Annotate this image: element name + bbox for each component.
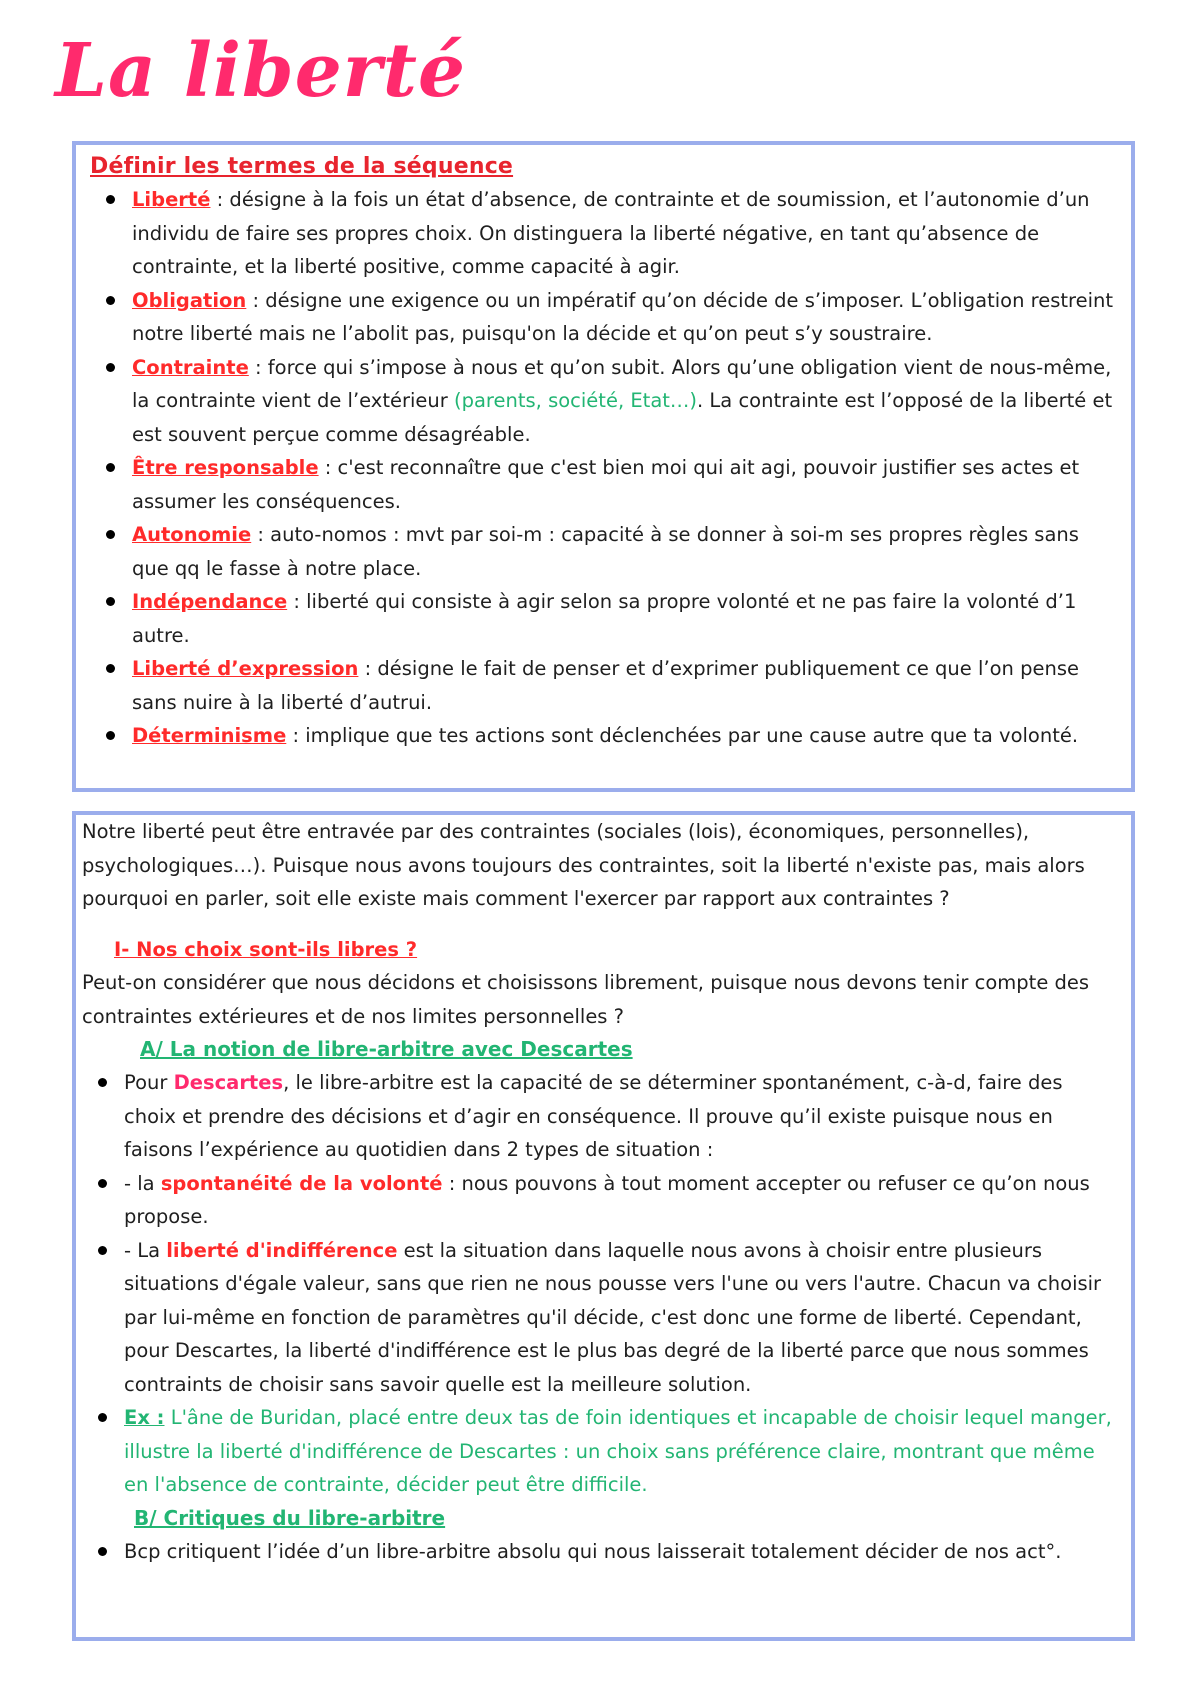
definition-item [90,284,1117,351]
part1-question: Peut-on considérer que nous décidons et choisissons librement, puisque nous devons tenir compte des contraintes extérieures et de nos limites personnelles ? [82,971,1090,1028]
item-text-continued: , le libre-arbitre est la capacité de se déterminer spontanément, c-à-d, faire des choix et prendre des décisions et d’agir en conséquence. Il prouve qu’il existe puisque nous en faisons l’expérience au quotidien dans 2 types de situation : [124,1071,1063,1161]
definition-term: Déterminisme [132,724,287,747]
section-b-list [82,1535,1117,1569]
section-a-heading: A/ La notion de libre-arbitre avec Descartes [140,1037,633,1061]
definition-term: Autonomie [132,523,252,546]
item-text-continued: est la situation dans laquelle nous avons à choisir entre plusieurs situations d'égale valeur, sans que rien ne nous pousse vers l'une ou vers l'autre. Chacun va choisir par lui-même en fonction de paramètres qu'il décide, c'est donc une forme de liberté. Cependant, pour Descartes, la liberté d'indifférence est le plus bas degré de la liberté parce que nous sommes contraints de choisir sans savoir quelle est la meilleure solution. [124,1238,1102,1396]
definition-text: : liberté qui consiste à agir selon sa propre volonté et ne pas faire la volonté d’1 autre. [132,590,1077,647]
definitions-list [90,183,1117,753]
list-item [82,1066,1117,1167]
definition-text: : désigne à la fois un état d’absence, de contrainte et de soumission, et l’autonomie d’un individu de faire ses propres choix. On distinguera la liberté négative, en tant qu’absence de contrainte, et la liberté positive, comme capacité à agir. [132,188,1090,278]
definitions-heading: Définir les termes de la séquence [90,154,514,179]
item-text: Pour [124,1071,174,1094]
definition-item [90,183,1117,284]
part1-heading: I- Nos choix sont-ils libres ? [114,937,418,961]
example-item [82,1401,1117,1502]
item-text: - La [124,1238,167,1262]
list-item [82,1234,1117,1402]
key-term: spontanéité de la volonté [160,1171,443,1195]
section-b-heading: B/ Critiques du libre-arbitre [134,1505,446,1530]
definition-term: Indépendance [132,590,288,613]
definition-text: : force qui s’impose à nous et qu’on subit. Alors qu’une obligation vient de nous-même, la contrainte vient de l’extérieur [132,355,1112,412]
definition-term: Obligation [132,288,247,312]
definition-item [90,351,1117,452]
definition-term: Liberté d’expression [132,657,359,680]
example-text: L'âne de Buridan, placé entre deux tas de foin identiques et incapable de choisir lequel manger, illustre la liberté d'indifférence de Descartes : un choix sans préférence claire, montrant que même en l'absence de contrainte, décider peut être difficile. [124,1406,1112,1496]
item-text: - la [124,1171,161,1195]
definition-term: Contrainte [132,355,249,379]
example-label: Ex : [124,1406,165,1429]
definition-text: : auto-nomos : mvt par soi-m : capacité à se donner à soi-m ses propres règles sans que qq le fasse à notre place. [132,523,1079,580]
definition-item [90,585,1117,652]
key-term: liberté d'indifférence [166,1238,398,1262]
definition-item [90,451,1117,518]
definition-item [90,719,1117,753]
definition-term: Être responsable [132,456,319,479]
intro-paragraph: Notre liberté peut être entravée par des contraintes (sociales (lois), économiques, personnelles), psychologiques…). Puisque nous avons toujours des contraintes, soit la liberté n'existe pas, mais alors pourquoi en parler, soit elle existe mais comment l'exercer par rapport aux contraintes ? [82,820,1085,910]
definition-examples: (parents, société, Etat…) [454,389,698,412]
item-text-continued: : nous pouvons à tout moment accepter ou refuser ce qu’on nous propose. [124,1171,1090,1228]
definition-text-continued: . La contrainte est l’opposé de la liberté et est souvent perçue comme désagréable. [132,389,1113,446]
definition-text: : c'est reconnaître que c'est bien moi qui ait agi, pouvoir justifier ses actes et assumer les conséquences. [132,456,1080,513]
definition-term: Liberté [132,188,211,211]
definition-text: : désigne une exigence ou un impératif qu’on décide de s’imposer. L’obligation restreint notre liberté mais ne l’abolit pas, puisqu'on la décide et qu’on peut s’y soustraire. [132,288,1114,345]
list-item: Bcp critiquent l’idée d’un libre-arbitre absolu qui nous laisserait totalement décider de nos act°. [82,1535,1117,1569]
definition-item [90,518,1117,585]
section-a-list [82,1066,1117,1502]
definition-text: : désigne le fait de penser et d’exprimer publiquement ce que l’on pense sans nuire à la liberté d’autrui. [132,657,1079,714]
author-name: Descartes [173,1071,284,1094]
definition-item [90,652,1117,719]
course-box [72,811,1135,1641]
definition-text: : implique que tes actions sont déclenchées par une cause autre que ta volonté. [286,724,1079,747]
list-item [82,1167,1117,1234]
page-title: La liberté [55,28,467,114]
definitions-box [72,141,1135,792]
